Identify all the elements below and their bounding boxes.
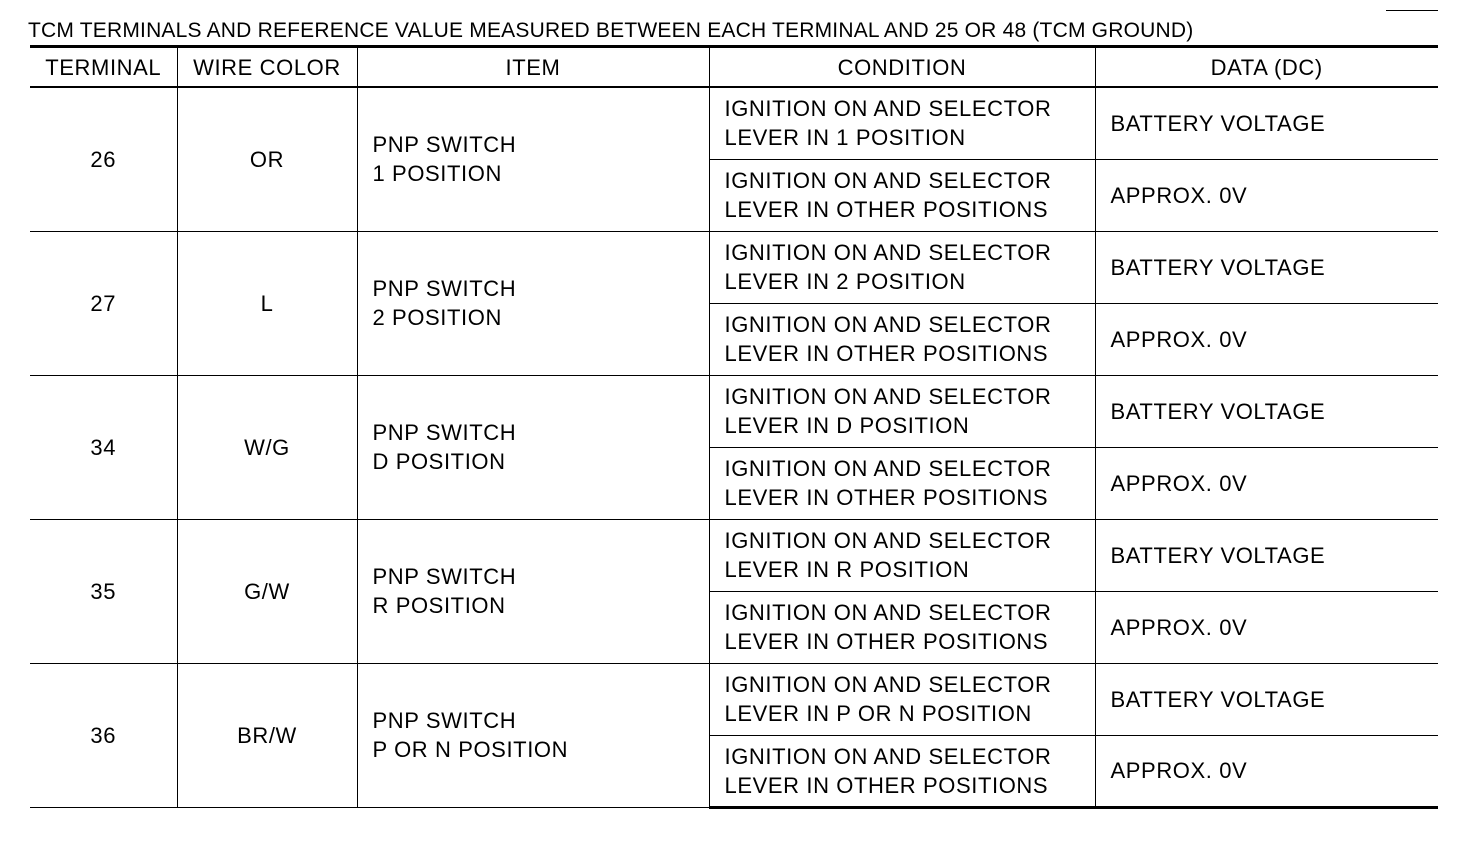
condition-line: LEVER IN OTHER POSITIONS [724, 341, 1049, 366]
data-value-cell: APPROX. 0V [1095, 735, 1438, 807]
table-row [30, 663, 1438, 735]
table-title: TCM TERMINALS AND REFERENCE VALUE MEASURED BETWEEN EACH TERMINAL AND 25 OR 48 (TCM GROUND) [28, 19, 1194, 42]
condition-cell [709, 735, 1095, 807]
terminal-cell: 36 [30, 663, 177, 807]
wire-color-cell: L [177, 231, 357, 375]
header-item: ITEM [357, 47, 709, 87]
item-line: P OR N POSITION [372, 737, 569, 762]
wire-color-cell: W/G [177, 375, 357, 519]
terminal-cell: 26 [30, 87, 177, 232]
table-row [30, 231, 1438, 303]
item-line: 2 POSITION [372, 305, 502, 330]
item-line: 1 POSITION [372, 161, 502, 186]
wire-color-cell: BR/W [177, 663, 357, 807]
condition-line: LEVER IN OTHER POSITIONS [724, 629, 1049, 654]
item-cell [357, 519, 709, 663]
item-line: PNP SWITCH [372, 276, 517, 301]
wire-color-cell: OR [177, 87, 357, 232]
condition-cell [709, 663, 1095, 735]
terminal-cell: 27 [30, 231, 177, 375]
data-value-cell: BATTERY VOLTAGE [1095, 519, 1438, 591]
top-rule [1386, 10, 1438, 11]
wire-color-cell: G/W [177, 519, 357, 663]
condition-line: LEVER IN R POSITION [724, 557, 970, 582]
item-cell [357, 87, 709, 232]
condition-line: LEVER IN P OR N POSITION [724, 701, 1032, 726]
condition-cell [709, 591, 1095, 663]
condition-line: IGNITION ON AND SELECTOR [724, 528, 1052, 553]
header-wire-color: WIRE COLOR [177, 47, 357, 87]
condition-cell [709, 87, 1095, 160]
condition-line: IGNITION ON AND SELECTOR [724, 600, 1052, 625]
item-line: PNP SWITCH [372, 708, 517, 733]
tcm-terminal-table [30, 45, 1438, 809]
condition-cell [709, 447, 1095, 519]
data-value-cell: APPROX. 0V [1095, 591, 1438, 663]
condition-line: IGNITION ON AND SELECTOR [724, 240, 1052, 265]
condition-line: LEVER IN OTHER POSITIONS [724, 772, 1049, 798]
data-value-cell: APPROX. 0V [1095, 159, 1438, 231]
data-value-cell: BATTERY VOLTAGE [1095, 231, 1438, 303]
item-cell [357, 663, 709, 807]
terminal-cell: 35 [30, 519, 177, 663]
condition-cell [709, 159, 1095, 231]
item-line: PNP SWITCH [372, 420, 517, 445]
condition-line: LEVER IN 2 POSITION [724, 269, 966, 294]
condition-cell [709, 519, 1095, 591]
condition-line: IGNITION ON AND SELECTOR [724, 743, 1052, 769]
condition-cell [709, 303, 1095, 375]
item-line: D POSITION [372, 449, 506, 474]
data-value-cell: APPROX. 0V [1095, 447, 1438, 519]
condition-line: IGNITION ON AND SELECTOR [724, 168, 1052, 193]
data-value-cell: BATTERY VOLTAGE [1095, 87, 1438, 160]
condition-line: IGNITION ON AND SELECTOR [724, 456, 1052, 481]
condition-line: IGNITION ON AND SELECTOR [724, 96, 1052, 121]
table-row [30, 519, 1438, 591]
table-row [30, 87, 1438, 160]
condition-line: IGNITION ON AND SELECTOR [724, 312, 1052, 337]
item-line: PNP SWITCH [372, 564, 517, 589]
header-terminal: TERMINAL [30, 47, 177, 87]
data-value-cell: BATTERY VOLTAGE [1095, 663, 1438, 735]
condition-line: LEVER IN OTHER POSITIONS [724, 485, 1049, 510]
data-value-cell: APPROX. 0V [1095, 303, 1438, 375]
condition-line: IGNITION ON AND SELECTOR [724, 672, 1052, 697]
item-line: R POSITION [372, 593, 506, 618]
terminal-cell: 34 [30, 375, 177, 519]
data-value-cell: BATTERY VOLTAGE [1095, 375, 1438, 447]
table-body [30, 87, 1438, 808]
table-row [30, 375, 1438, 447]
item-cell [357, 231, 709, 375]
header-row [30, 47, 1438, 87]
condition-line: LEVER IN D POSITION [724, 413, 970, 438]
item-line: PNP SWITCH [372, 132, 517, 157]
condition-line: LEVER IN OTHER POSITIONS [724, 197, 1049, 222]
condition-line: IGNITION ON AND SELECTOR [724, 384, 1052, 409]
condition-cell [709, 231, 1095, 303]
item-cell [357, 375, 709, 519]
condition-line: LEVER IN 1 POSITION [724, 125, 966, 150]
condition-cell [709, 375, 1095, 447]
header-data: DATA (DC) [1095, 47, 1438, 87]
header-condition: CONDITION [709, 47, 1095, 87]
